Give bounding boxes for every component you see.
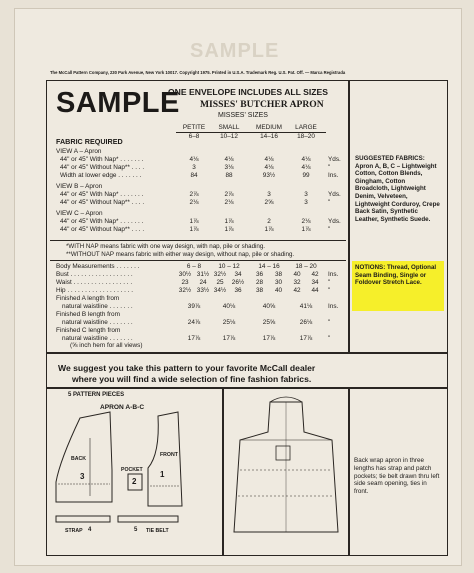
view-row-value: 2⅛ [224, 199, 234, 206]
body-row-value: 26½ [231, 279, 245, 286]
front-label: FRONT [160, 452, 178, 458]
body-size-range: 18 – 20 [295, 263, 317, 270]
body-measurements-label: Body Measurements . . . . . . . [56, 263, 140, 270]
table-bottom-divider [46, 352, 448, 354]
finished-length-value: 40⅝ [262, 303, 276, 310]
copyright-line: The McCall Pattern Company, 230 Park Avenue, New York 10017. Copyright 1975. Printed in U.S.A. Trademark Reg. U.S. Pat. Off. — Marca Registrada [50, 70, 346, 75]
view-row-value: 2⅞ [189, 191, 199, 198]
body-row-label: Hip . . . . . . . . . . . . . . . . . . . [56, 287, 134, 294]
size-name: SMALL [218, 124, 240, 131]
style-description: Back wrap apron in three lengths has strap and patch pockets; tie belt drawn thru left side seam opening, ties in front. [354, 457, 440, 496]
view-row-value: 1⅞ [189, 218, 199, 225]
body-row-value: 33½ [196, 287, 210, 294]
body-row-value: 30½ [178, 271, 192, 278]
view-row-value: 3 [304, 191, 308, 198]
pocket-label: POCKET [121, 467, 143, 473]
right-column-divider [348, 80, 350, 352]
view-title: VIEW A – Apron [56, 148, 102, 155]
view-row-value: 1⅞ [224, 226, 234, 233]
body-row-value: 25 [216, 279, 224, 286]
tie-belt-label: TIE BELT [146, 528, 169, 534]
strap-label: STRAP [65, 528, 83, 534]
finished-length-unit: " [328, 319, 331, 326]
body-row-value: 38 [255, 287, 264, 294]
body-row-value: 36 [255, 271, 264, 278]
body-row-value: 34 [234, 271, 242, 278]
body-row-value: 40 [293, 271, 301, 278]
front-number: 1 [160, 470, 165, 479]
body-row-value: 42 [311, 271, 319, 278]
suggested-fabrics: SUGGESTED FABRICS: Apron A, B, C – Lightweight Cotton, Cotton Blends, Gingham, Cotton Broadcloth, Lightweight Denim, Velveteen, Lightweight Corduroy, Crepe Back Satin, Synthetic Leather, Synthetic Suede. [355, 155, 440, 223]
pocket-number: 2 [132, 477, 137, 486]
suggestion-divider [46, 387, 448, 389]
dealer-suggestion-line: where you will find a wide selection of fine fashion fabrics. [72, 374, 312, 384]
body-row-unit: " [328, 279, 331, 286]
strap-number: 4 [88, 527, 92, 533]
finished-length-value: 26⅛ [299, 319, 313, 326]
body-row-value: 32 [293, 279, 301, 286]
body-row-value: 44 [311, 287, 319, 294]
view-row-value: 4⅛ [301, 164, 311, 171]
view-row-label: Width at lower edge . . . . . . . [60, 172, 142, 179]
finished-length-unit: Ins. [328, 303, 339, 310]
view-row-value: 1⅞ [301, 226, 311, 233]
sizes-heading: MISSES' SIZES [218, 112, 268, 119]
nap-bottom-rule [50, 260, 346, 261]
finished-length-value: 17⅞ [222, 335, 236, 342]
size-range: 18–20 [297, 133, 315, 140]
view-row-value: 93½ [262, 172, 276, 179]
view-row-value: 4⅛ [301, 156, 311, 163]
view-row-label: 44" or 45" Without Nap** . . . . [60, 199, 145, 206]
finished-length-unit: " [328, 335, 331, 342]
view-title: VIEW B – Apron [56, 183, 103, 190]
view-row-unit: Ins. [328, 172, 339, 179]
view-row-value: 2⅛ [301, 218, 311, 225]
style-title: MISSES' BUTCHER APRON [200, 99, 324, 110]
finished-length-value: 40⅛ [222, 303, 236, 310]
view-row-value: 2⅛ [189, 199, 199, 206]
apron-illustration [226, 392, 346, 552]
body-row-value: 38 [274, 271, 283, 278]
back-number: 3 [80, 472, 85, 481]
body-size-range: 14 – 16 [258, 263, 280, 270]
envelope-note: ONE ENVELOPE INCLUDES ALL SIZES [168, 87, 328, 97]
body-size-range: 6 – 8 [186, 263, 202, 270]
tie-belt-number: 5 [134, 527, 138, 533]
strap-piece [56, 516, 110, 522]
view-row-unit: " [328, 226, 331, 233]
view-title: VIEW C – Apron [56, 210, 103, 217]
finished-length-value: 41⅛ [299, 303, 313, 310]
body-row-value: 32½ [178, 287, 192, 294]
pattern-pieces-title: 5 PATTERN PIECES [68, 392, 125, 398]
dealer-suggestion-line: We suggest you take this pattern to your favorite McCall dealer [58, 363, 316, 373]
back-label: BACK [71, 456, 86, 462]
finished-length-value: 25⅛ [222, 319, 236, 326]
sample-heading: SAMPLE [56, 87, 180, 119]
view-row-value: 4⅛ [264, 164, 274, 171]
view-row-value: 3 [192, 164, 196, 171]
size-name: LARGE [295, 124, 317, 131]
finished-length-value: 17⅞ [187, 335, 201, 342]
view-row-value: 1⅞ [224, 218, 234, 225]
view-row-unit: Yds. [328, 218, 341, 225]
dealer-suggestion [58, 363, 315, 385]
notions-text: NOTIONS: Thread, Optional Seam Binding, Single or Foldover Stretch Lace. [355, 264, 437, 287]
view-row-label: 44" or 45" Without Nap** . . . . [60, 164, 145, 171]
body-row-value: 31½ [196, 271, 210, 278]
view-row-value: 2 [267, 218, 271, 225]
apron-neck-strap [270, 397, 302, 402]
body-row-value: 34 [311, 279, 319, 286]
body-row-label: Waist . . . . . . . . . . . . . . . . . [56, 279, 133, 286]
finished-length-value: 25⅝ [262, 319, 276, 326]
nap-note: *WITH NAP means fabric with one way design, with nap, pile or shading. [66, 243, 266, 250]
view-row-value: 2⅞ [224, 191, 234, 198]
body-row-value: 24 [199, 279, 207, 286]
size-range: 10–12 [220, 133, 238, 140]
finished-length-value: 17⅞ [299, 335, 313, 342]
pattern-pieces-subtitle: APRON A-B-C [100, 404, 145, 411]
finished-length-label: Finished C length from [56, 327, 121, 334]
view-row-value: 3⅛ [224, 164, 234, 171]
front-piece [148, 412, 182, 506]
body-row-value: 36 [234, 287, 242, 294]
view-row-value: 1⅞ [264, 226, 274, 233]
finished-length-label: Finished B length from [56, 311, 120, 318]
view-row-value: 3 [267, 191, 271, 198]
tie-belt-piece [118, 516, 178, 522]
fabric-required-heading: FABRIC REQUIRED [56, 137, 123, 146]
finished-length-value: 24⅞ [187, 319, 201, 326]
view-row-value: 2⅝ [264, 199, 274, 206]
body-row-value: 34½ [213, 287, 227, 294]
body-row-value: 28 [255, 279, 264, 286]
without-nap-note: **WITHOUT NAP means fabric with either way design, without nap, pile or shading. [66, 251, 295, 258]
view-row-label: 44" or 45" With Nap* . . . . . . . [60, 191, 144, 198]
patch-pocket [276, 446, 290, 460]
finished-length-label: natural waistline . . . . . . . [62, 303, 133, 310]
body-row-value: 32½ [213, 271, 227, 278]
view-row-label: 44" or 45" With Nap* . . . . . . . [60, 156, 144, 163]
body-row-label: Bust . . . . . . . . . . . . . . . . . . [56, 271, 133, 278]
finished-length-value: 39⅞ [187, 303, 201, 310]
size-name: MEDIUM [256, 124, 282, 131]
view-row-value: 99 [302, 172, 310, 179]
body-row-unit: " [328, 287, 331, 294]
view-row-value: 3 [304, 199, 308, 206]
body-size-range: 10 – 12 [218, 263, 240, 270]
body-row-unit: Ins. [328, 271, 339, 278]
view-row-unit: " [328, 164, 331, 171]
view-row-value: 1⅞ [189, 226, 199, 233]
body-row-value: 23 [181, 279, 189, 286]
finished-length-value: 17⅞ [262, 335, 276, 342]
illustration-divider [348, 387, 350, 556]
view-row-value: 88 [225, 172, 233, 179]
size-range: 6–8 [188, 133, 200, 140]
finished-length-label: Finished A length from [56, 295, 120, 302]
view-row-value: 4⅛ [224, 156, 234, 163]
pieces-divider [222, 387, 224, 556]
view-row-label: 44" or 45" With Nap* . . . . . . . [60, 218, 144, 225]
view-row-value: 4⅛ [189, 156, 199, 163]
finished-length-label: natural waistline . . . . . . . [62, 319, 133, 326]
body-row-value: 42 [293, 287, 301, 294]
body-row-value: 40 [274, 287, 283, 294]
views-bottom-rule [50, 240, 346, 241]
view-row-unit: Yds. [328, 156, 341, 163]
sample-watermark: SAMPLE [190, 40, 280, 62]
body-row-value: 30 [274, 279, 283, 286]
view-row-unit: " [328, 199, 331, 206]
view-row-value: 84 [190, 172, 198, 179]
size-header-rule [176, 132, 326, 133]
size-range: 14–16 [260, 133, 278, 140]
view-row-value: 4⅛ [264, 156, 274, 163]
finished-length-label: natural waistline . . . . . . . [62, 335, 133, 342]
size-name: PETITE [182, 124, 206, 131]
view-row-label: 44" or 45" Without Nap** . . . . [60, 226, 145, 233]
hem-note: (⅝ inch hem for all views) [70, 342, 143, 349]
view-row-unit: Yds. [328, 191, 341, 198]
